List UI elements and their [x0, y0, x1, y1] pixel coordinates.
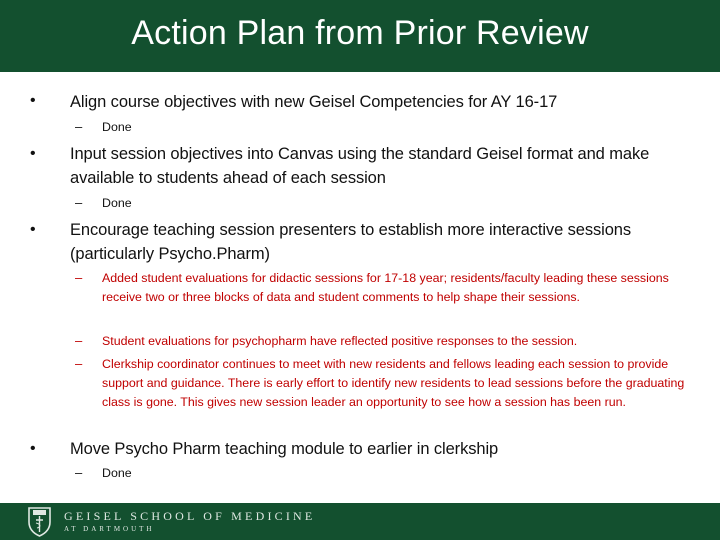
- sub-item: Done: [102, 466, 132, 480]
- bullet-item: Encourage teaching session presenters to establish more interactive sessions (particularly Psycho.Pharm): [70, 221, 632, 263]
- bullet-icon: •: [30, 92, 36, 109]
- dash-icon: –: [75, 356, 83, 371]
- bullet-icon: •: [30, 145, 36, 162]
- dash-icon: –: [75, 270, 83, 285]
- bullet-item: Move Psycho Pharm teaching module to earlier in clerkship: [70, 440, 499, 458]
- sub-item: Added student evaluations for didactic sessions for 17-18 year; residents/faculty leading these sessions receive two or three blocks of data and student comments to help shape their sessions.: [102, 271, 669, 304]
- bullet-icon: •: [30, 440, 36, 457]
- title-bar: [0, 0, 720, 72]
- dash-icon: –: [75, 195, 83, 210]
- footer-bar: [0, 503, 720, 540]
- sub-item: Student evaluations for psychopharm have reflected positive responses to the session.: [102, 334, 578, 348]
- geisel-shield-logo-icon: [27, 506, 52, 537]
- dash-icon: –: [75, 465, 83, 480]
- logo-text-school: GEISEL SCHOOL OF MEDICINE: [64, 509, 316, 523]
- bullet-item: Input session objectives into Canvas using the standard Geisel format and make available to students ahead of each session: [70, 145, 650, 187]
- dash-icon: –: [75, 333, 83, 348]
- sub-item: Done: [102, 196, 132, 210]
- bullet-item: Align course objectives with new Geisel Competencies for AY 16-17: [70, 93, 558, 111]
- logo-text-dartmouth: AT DARTMOUTH: [64, 525, 155, 533]
- sub-item: Clerkship coordinator continues to meet with new residents and fellows leading each session to provide support and guidance. There is early effort to identify new residents to lead sessions before the graduating class is gone. This gives new session leader an opportunity to see how a session has been run.: [102, 357, 685, 409]
- sub-item: Done: [102, 120, 132, 134]
- dash-icon: –: [75, 119, 83, 134]
- slide-title: Action Plan from Prior Review: [131, 14, 589, 52]
- bullet-icon: •: [30, 221, 36, 238]
